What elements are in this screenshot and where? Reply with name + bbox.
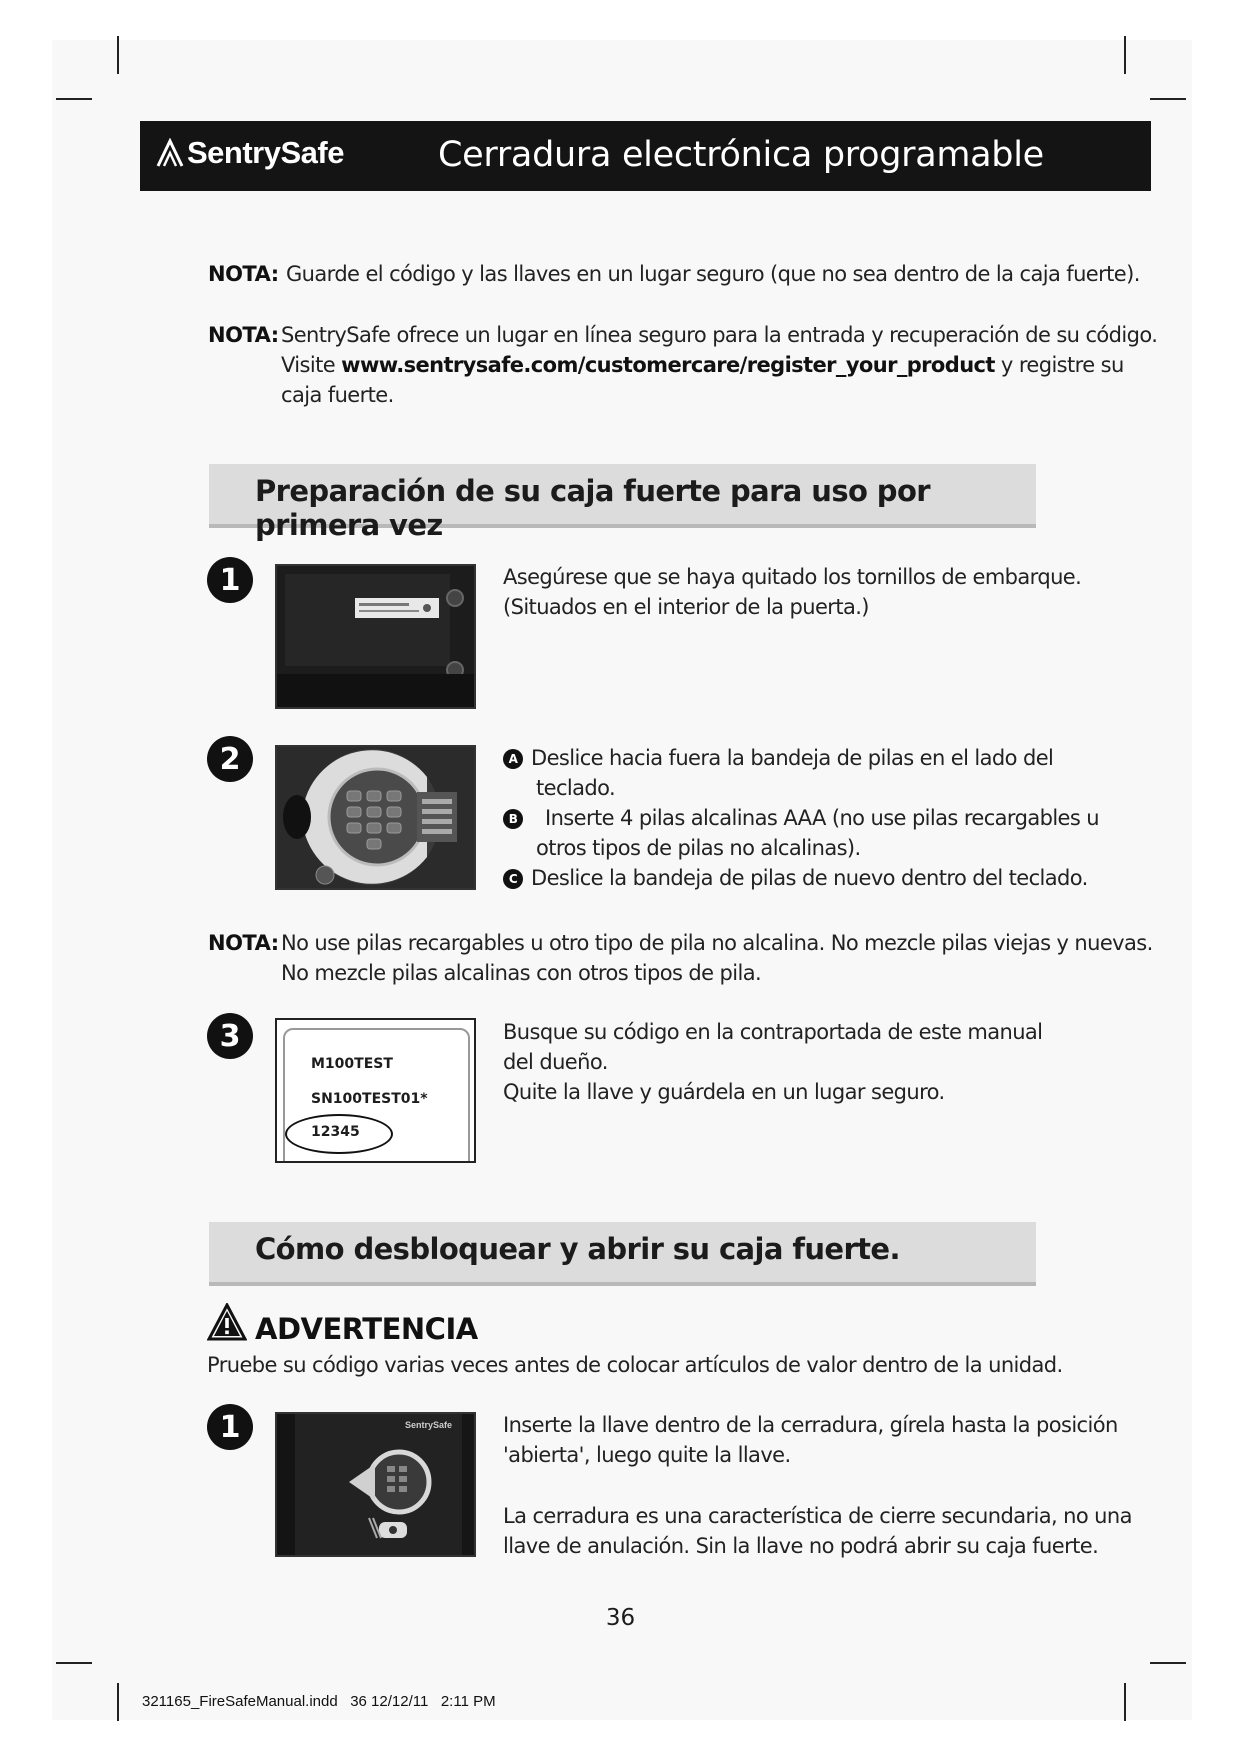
- print-footer: 321165_FireSafeManual.indd 36 12/12/11 2:11 PM: [142, 1693, 496, 1710]
- note-text: No use pilas recargables u otro tipo de pila no alcalina. No mezcle pilas viejas y nuevas.: [281, 931, 1153, 955]
- crop-mark: [56, 98, 92, 100]
- warning-text: Pruebe su código varias veces antes de colocar artículos de valor dentro de la unidad.: [207, 1353, 1063, 1377]
- step-text: Asegúrese que se haya quitado los tornillos de embarque.: [503, 565, 1082, 589]
- safe-front-illustration: [277, 1414, 474, 1555]
- note-label: NOTA:: [208, 323, 279, 347]
- step-text: [503, 863, 1088, 893]
- sub-step-badge: C: [503, 869, 523, 889]
- warning-title: ADVERTENCIA: [255, 1312, 478, 1346]
- note-text: [281, 350, 1124, 380]
- note-after: y registre su: [1000, 353, 1124, 377]
- safe-front-photo: [275, 1412, 476, 1557]
- label-code: 12345: [311, 1124, 360, 1140]
- warning-icon: [207, 1303, 247, 1341]
- step-text: Quite la llave y guárdela en un lugar seguro.: [503, 1080, 945, 1104]
- keypad-illustration: [277, 747, 474, 888]
- step-text: Inserte la llave dentro de la cerradura, gírela hasta la posición: [503, 1413, 1118, 1437]
- sub-step-text: Deslice la bandeja de pilas de nuevo dentro del teclado.: [531, 866, 1088, 890]
- photo-brand-label: SentrySafe: [405, 1420, 453, 1430]
- note-label: NOTA:: [208, 931, 279, 955]
- brand-logo: [156, 135, 344, 171]
- header-bar: [140, 121, 1151, 191]
- label-serial: SN100TEST01*: [311, 1091, 428, 1107]
- step-text: [503, 743, 1053, 773]
- section-title: Preparación de su caja fuerte para uso por primera vez: [255, 474, 930, 542]
- step-number-badge: 3: [207, 1013, 253, 1059]
- step-text: [503, 803, 1099, 833]
- crop-mark: [1150, 98, 1186, 100]
- door-interior-illustration: [277, 566, 474, 707]
- label-model: M100TEST: [311, 1056, 393, 1072]
- note-label: NOTA:: [208, 262, 279, 286]
- step-number-badge: 1: [207, 557, 253, 603]
- page-number: 36: [605, 1605, 636, 1631]
- step-text: otros tipos de pilas no alcalinas).: [536, 836, 861, 860]
- crop-mark: [1124, 36, 1126, 74]
- page-title: Cerradura electrónica programable: [438, 135, 1044, 175]
- step-text: del dueño.: [503, 1050, 608, 1074]
- sub-step-badge: B: [503, 809, 523, 829]
- step-text: teclado.: [536, 776, 616, 800]
- sub-step-text: Inserte 4 pilas alcalinas AAA (no use pilas recargables u: [545, 806, 1100, 830]
- section-header: [209, 464, 1036, 542]
- crop-mark: [117, 36, 119, 74]
- sub-step-badge: A: [503, 749, 523, 769]
- step-text: 'abierta', luego quite la llave.: [503, 1443, 791, 1467]
- code-label-photo: [275, 1018, 476, 1163]
- step-number-badge: 1: [207, 1404, 253, 1450]
- step-text: Busque su código en la contraportada de este manual: [503, 1020, 1043, 1044]
- section-header: [209, 1222, 1036, 1286]
- register-link[interactable]: www.sentrysafe.com/customercare/register_your_product: [341, 353, 995, 377]
- brand-name: SentrySafe: [187, 135, 344, 170]
- note-text: SentrySafe ofrece un lugar en línea seguro para la entrada y recuperación de su código.: [281, 323, 1158, 347]
- sub-step-text: Deslice hacia fuera la bandeja de pilas en el lado del: [531, 746, 1054, 770]
- crop-mark: [1124, 1683, 1126, 1721]
- step-text: La cerradura es una característica de cierre secundaria, no una: [503, 1504, 1132, 1528]
- note-text: No mezcle pilas alcalinas con otros tipos de pila.: [281, 961, 762, 985]
- note-text: Guarde el código y las llaves en un lugar seguro (que no sea dentro de la caja fuerte).: [286, 262, 1140, 286]
- crop-mark: [56, 1662, 92, 1664]
- door-interior-photo: [275, 564, 476, 709]
- note-visit: Visite: [281, 353, 336, 377]
- step-text: llave de anulación. Sin la llave no podrá abrir su caja fuerte.: [503, 1534, 1099, 1558]
- note-text: caja fuerte.: [281, 383, 394, 407]
- crop-mark: [117, 1683, 119, 1721]
- section-title: Cómo desbloquear y abrir su caja fuerte.: [255, 1232, 900, 1266]
- step-text: (Situados en el interior de la puerta.): [503, 595, 869, 619]
- crop-mark: [1150, 1662, 1186, 1664]
- sentrysafe-logo-icon: [156, 138, 184, 168]
- step-number-badge: 2: [207, 736, 253, 782]
- keypad-battery-photo: [275, 745, 476, 890]
